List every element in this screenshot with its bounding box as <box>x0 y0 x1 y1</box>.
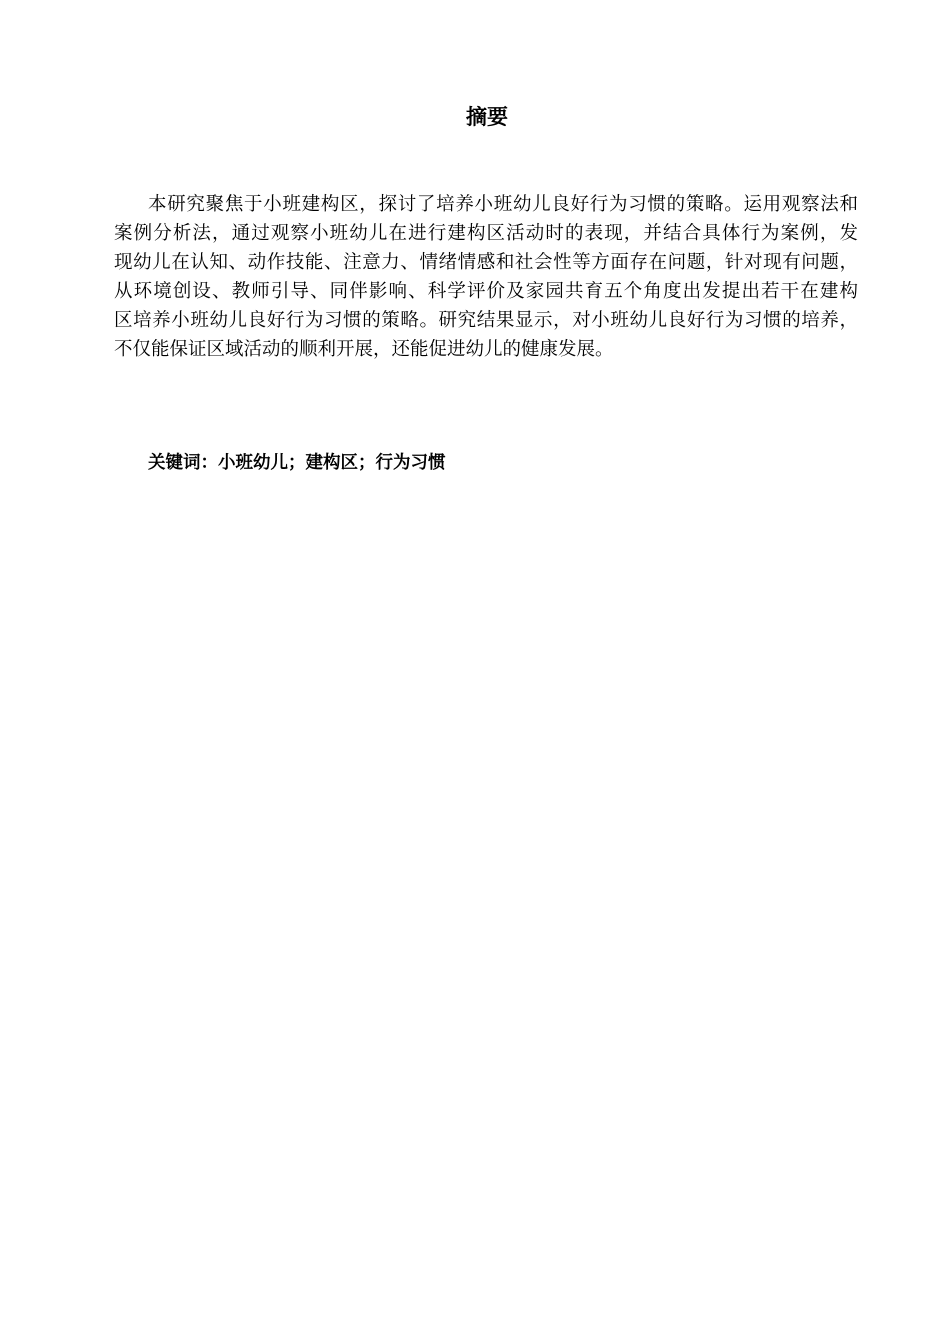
abstract-line: 不仅能保证区域活动的顺利开展，还能促进幼儿的健康发展。 <box>114 339 614 360</box>
abstract-line: 区培养小班幼儿良好行为习惯的策略。研究结果显示，对小班幼儿良好行为习惯的培养， <box>114 310 858 331</box>
abstract-line: 案例分析法，通过观察小班幼儿在进行建构区活动时的表现，并结合具体行为案例，发 <box>114 223 858 244</box>
abstract-line: 从环境创设、教师引导、同伴影响、科学评价及家园共育五个角度出发提出若干在建构 <box>114 281 858 302</box>
abstract-paragraph <box>114 190 858 364</box>
abstract-line: 现幼儿在认知、动作技能、注意力、情绪情感和社会性等方面存在问题，针对现有问题， <box>114 252 858 273</box>
abstract-title: 摘要 <box>466 105 508 129</box>
keywords-line: 关键词：小班幼儿；建构区；行为习惯 <box>148 453 446 473</box>
abstract-line: 本研究聚焦于小班建构区，探讨了培养小班幼儿良好行为习惯的策略。运用观察法和 <box>148 194 858 215</box>
